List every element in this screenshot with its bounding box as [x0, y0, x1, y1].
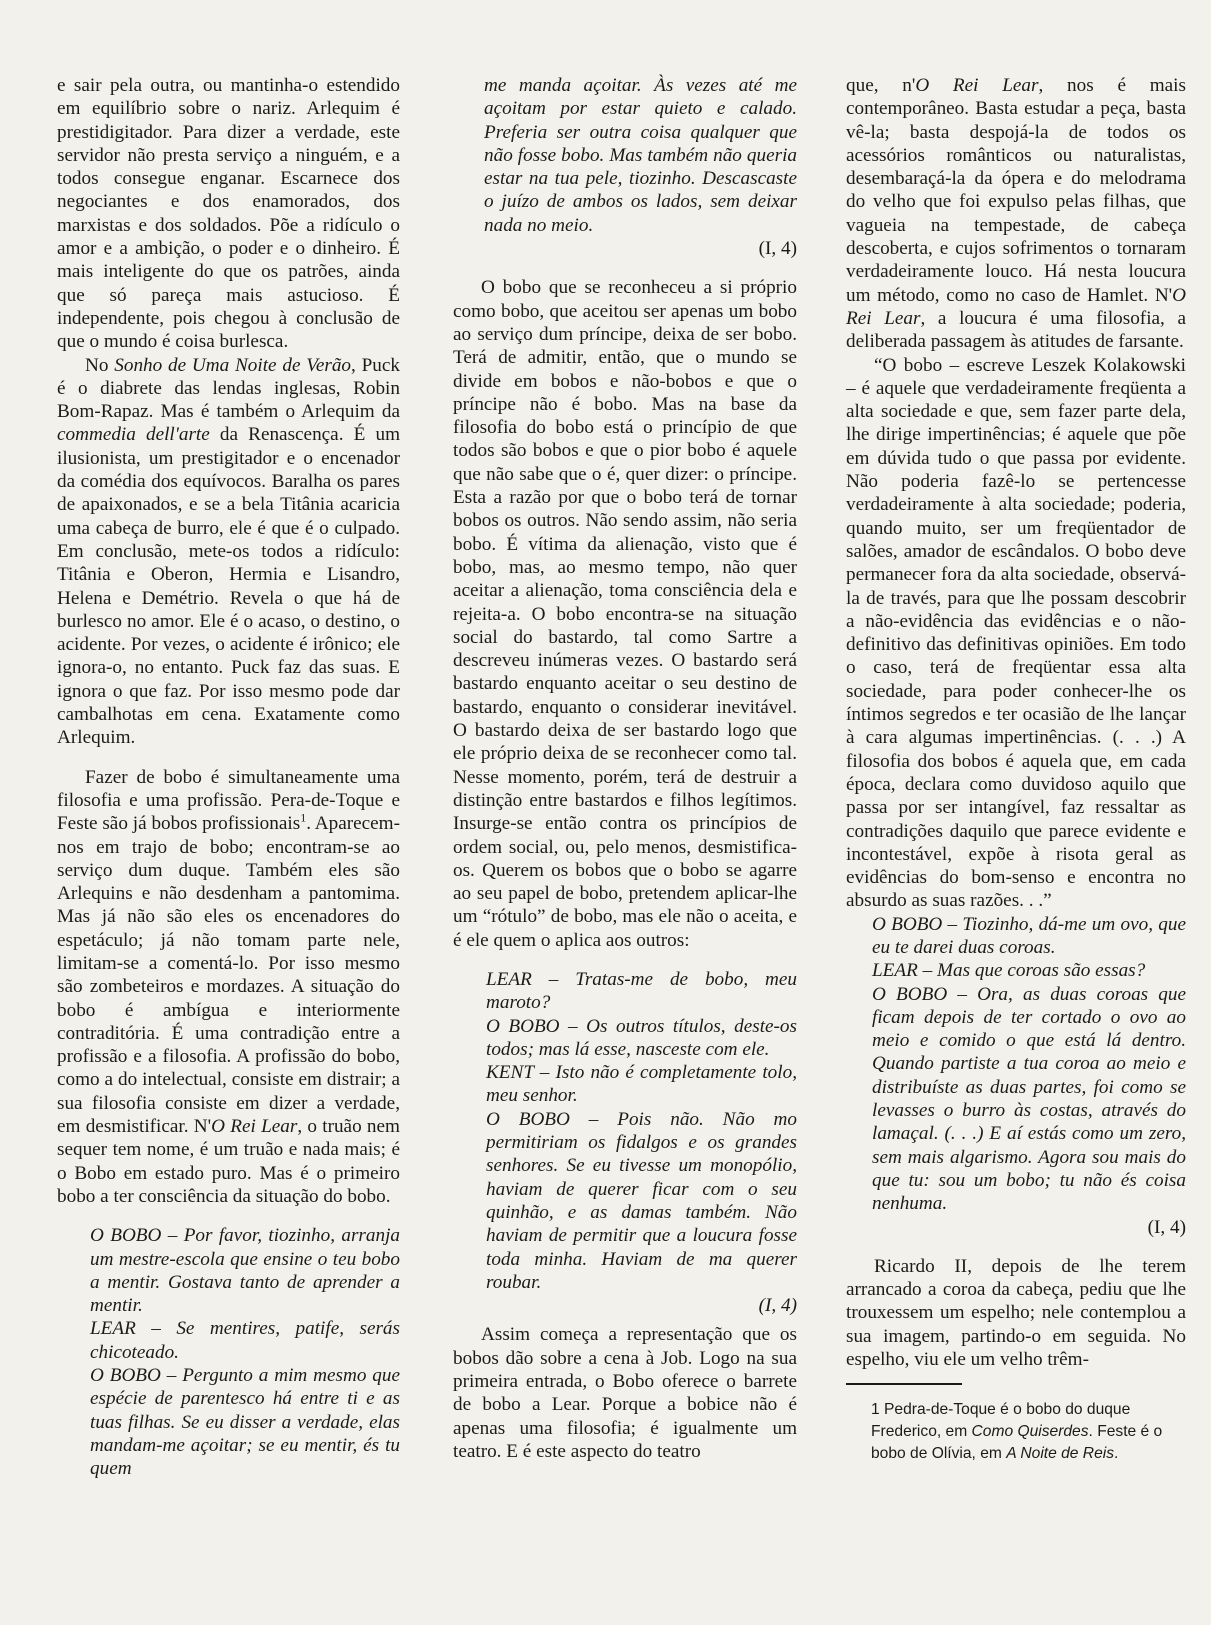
text-span: , nos é mais contemporâneo. Basta estudar a peça, basta vê-la; basta despojá-la de todos os acessórios românticos ou naturalistas, desembaraçá-la da ópera e do melodrama do velho que foi expulso pelas filhas, que vagueia na tempestade, de cabeça descoberta, e cujos sofrimentos o tornaram verdadeiramente louco. Há nesta loucura um método, como no caso de Hamlet. N' [846, 75, 1186, 306]
paragraph: O bobo que se reconheceu a si próprio como bobo, que aceitou ser apenas um bobo ao serviço dum príncipe, deixa de ser bobo. Terá de admitir, então, que o mundo se divide em bobos e não-bobos e que o príncipe não é bobo. Mas na base da filosofia do bobo está o princípio de que todos são bobos e que o pior bobo é aquele que não sabe que o é, quer dizer: o príncipe. Esta a razão por que o bobo terá de tornar bobos os outros. Não sendo assim, não seria bobo. É vítima da alienação, visto que é bobo, mas, ao mesmo tempo, não quer aceitar a alienação, toma consciência dela e rejeita-a. O bobo encontra-se na situação social do bastardo, tal como Sartre a descreveu inúmeras vezes. O bastardo será bastardo enquanto aceitar o seu destino de bastardo, enquanto o considerar inevitável. O bastardo deixa de ser bastardo logo que ele próprio deixa de se reconhecer como tal. Nesse momento, porém, terá de destruir a distinção entre bastardos e filhos legítimos. Insurge-se então contra os princípios de ordem social, ou, pelo menos, desmistifica-os. Querem os bobos que o bobo se agarre ao seu papel de bobo, pretendem aplicar-lhe um “rótulo” de bobo, mas ele não o aceita, e é ele quem o aplica aos outros: [453, 277, 797, 951]
dialogue-line: O BOBO – Tiozinho, dá-me um ovo, que eu te darei duas coroas. [872, 913, 1186, 958]
paragraph: “O bobo – escreve Leszek Kolakowski – é aquele que verdadeiramente freqüenta a alta sociedade e que, sem fazer parte dela, lhe dirige impertinências; é aquele que põe em dúvida tudo o que passa por evidente. Não poderia fazê-lo se pertencesse verdadeiramente à alta sociedade; poderia, quando muito, ser um freqüentador de salões, amador de escândalos. O bobo deve permanecer fora da alta sociedade, observá-la de través, para que lhe possam descobrir a não-evidência das evidências e o não-definitivo das definitivas opiniões. Em todo o caso, terá de freqüentar essa alta sociedade, para poder conhecer-lhe os íntimos segredos e ter ocasião de lhe lançar à cara algumas impertinências. (. . .) A filosofia dos bobos é aquela que, em cada época, declara como duvidoso aquilo que passa por ser intangível, faz ressaltar as contradições daquilo que parece evidente e incontestável, expõe à risota geral as evidências do bom-senso e encontra no absurdo as suas razões. . .” [846, 354, 1186, 912]
paragraph: Assim começa a representação que os bobos dão sobre a cena à Job. Logo na sua primeira entrada, o Bobo oferece o barrete de bobo a Lear. Porque a bobice não é apenas uma filosofia; é igualmente um teatro. E é este aspecto do teatro [453, 1324, 797, 1462]
work-title: O Rei Lear [915, 75, 1039, 96]
text-span: . [1114, 1445, 1119, 1463]
text-span: . Feste é o bobo de Olívia, em [871, 1423, 1163, 1463]
paragraph [57, 766, 400, 1209]
dialogue-line: O BOBO – Pois não. Não mo permitiriam os fidalgos e os grandes senhores. Se eu tivesse um monopólio, haviam de querer ficar com o seu quinhão, e as damas também. Não haviam de permitir que a loucura fosse toda minha. Haviam de ma querer roubar. [486, 1108, 797, 1293]
text-span: que, n' [846, 75, 916, 96]
paragraph: Ricardo II, depois de lhe terem arrancado a coroa da cabeça, pediu que lhe trouxessem um espelho; nele contemplou a sua imagem, partindo-o em seguida. No espelho, viu ele um velho trêm- [846, 1255, 1186, 1371]
footnote [846, 1399, 1186, 1465]
text-span: No [85, 354, 115, 376]
dialogue-quote [57, 1224, 400, 1480]
dialogue-quote [846, 913, 1186, 1239]
column-2 [453, 74, 797, 1463]
column-3 [846, 74, 1186, 1465]
dialogue-line: LEAR – Se mentires, patife, serás chicoteado. [90, 1318, 400, 1363]
text-span: , o truão nem sequer tem nome, é um truão e nada mais; é o Bobo em estado puro. Mas é o primeiro bobo a ter consciência da situação do bobo. [57, 1116, 400, 1207]
work-title: O Rei Lear [846, 284, 1186, 329]
work-title: A Noite de Reis [1006, 1445, 1114, 1463]
work-title: O Rei Lear [211, 1116, 298, 1138]
dialogue-line: O BOBO – Os outros títulos, deste-os todos; mas lá esse, nasceste com ele. [486, 1015, 797, 1060]
dialogue-line: O BOBO – Pergunto a mim mesmo que espécie de parentesco há entre ti e as tuas filhas. Se eu disser a verdade, elas mandam-me açoitar; se eu mentir, és tu quem [90, 1365, 400, 1480]
text-span: . Aparecem-nos em trajo de bobo; encontram-se ao serviço dum duque. Também eles são Arlequins e não desdenham a pantomima. Mas já não são eles os encenadores do espetáculo; já não tomam parte nele, limitam-se a comentá-lo. Por isso mesmo são zombeteiros e mordazes. A situação do bobo é ambígua e interiormente contraditória. É uma contradição entre a profissão e a filosofia. A profissão do bobo, como a do intelectual, consiste em distrair; a sua filosofia consiste em dizer a verdade, em desmistificar. N' [57, 813, 400, 1138]
dialogue-line: LEAR – Mas que coroas são essas? [872, 960, 1146, 982]
text-span: da Renascença. É um ilusionista, um prestigitador e o encenador da comédia dos equívocos. Baralha os pares de apaixonados, e se a bela Titânia acaricia uma cabeça de burro, ele é que é o culpado. Em conclusão, mete-os todos a ridículo: Titânia e Oberon, Hermia e Lisandro, Helena e Demétrio. Revela o que há de burlesco no amor. Ele é o acaso, o destino, o acidente. Por vezes, o acidente é irônico; ele ignora-o, no entanto. Puck faz das suas. E ignora o que faz. Por isso mesmo pode dar cambalhotas em cena. Exatamente como Arlequim. [57, 424, 400, 749]
footnote-marker: 1 [300, 810, 307, 825]
paragraph [846, 74, 1186, 354]
dialogue-quote [453, 968, 797, 1317]
work-title: Sonho de Uma Noite de Verão [114, 354, 352, 376]
dialogue-line: O BOBO – Ora, as duas coroas que ficam depois de ter cortado o ovo ao meio e comido o que está lá dentro. Quando partiste a tua coroa ao meio e distribuíste as duas partes, foi como se levasses o burro às costas, através do lamaçal. (. . .) E aí estás como um zero, sem mais algarismo. Agora sou mais do que tu: sou um bobo; tu não és coisa nenhuma. [872, 983, 1186, 1215]
text-span: , a loucura é uma filosofia, a deliberada passagem às atitudes de farsante. [846, 307, 1186, 353]
footnote-number: 1 [871, 1401, 880, 1419]
text-span: Pedra-de-Toque é o bobo do duque Frederico, em [871, 1401, 1131, 1441]
text-span: , Puck é o diabrete das lendas inglesas, Robin Bom-Rapaz. Mas é também o Arlequim da [57, 354, 400, 423]
footnote-divider [846, 1383, 962, 1385]
dialogue-line: me manda açoitar. Às vezes até me açoitam por estar quieto e calado. Preferia ser outra coisa qualquer que não fosse bobo. Mas também não queria estar na tua pele, tiozinho. Descascaste o juízo de ambos os lados, sem deixar nada no meio. [484, 75, 797, 236]
citation-ref: (I, 4) [758, 238, 797, 260]
dialogue-quote [453, 74, 797, 260]
italic-term: commedia dell'arte [57, 424, 210, 446]
column-1 [57, 74, 400, 1481]
dialogue-line: KENT – Isto não é completamente tolo, meu senhor. [486, 1062, 797, 1107]
work-title: Como Quiserdes [971, 1423, 1089, 1441]
citation-ref: (I, 4) [1147, 1216, 1186, 1238]
dialogue-line: LEAR – Tratas-me de bobo, meu maroto? [486, 968, 797, 1014]
text-span: Fazer de bobo é simultaneamente uma filosofia e uma profissão. Pera-de-Toque e Feste são já bobos profissionais [57, 766, 400, 835]
dialogue-line: O BOBO – Por favor, tiozinho, arranja um mestre-escola que ensine o teu bobo a mentir. Gostava tanto de aprender a mentir. [90, 1225, 400, 1317]
citation-ref: (I, 4) [758, 1295, 797, 1317]
paragraph: e sair pela outra, ou mantinha-o estendido em equilíbrio sobre o nariz. Arlequim é prestidigitador. Para dizer a verdade, este servidor não presta serviço a ninguém, e a todos consegue enganar. Escarnece dos negociantes e dos enamorados, dos marxistas e dos soldados. Põe a ridículo o amor e a ambição, o poder e o dinheiro. É mais inteligente do que os patrões, ainda que só pareça mais astucioso. É independente, pois chegou à conclusão de que o mundo é coisa burlesca. [57, 75, 400, 353]
paragraph [57, 354, 400, 750]
